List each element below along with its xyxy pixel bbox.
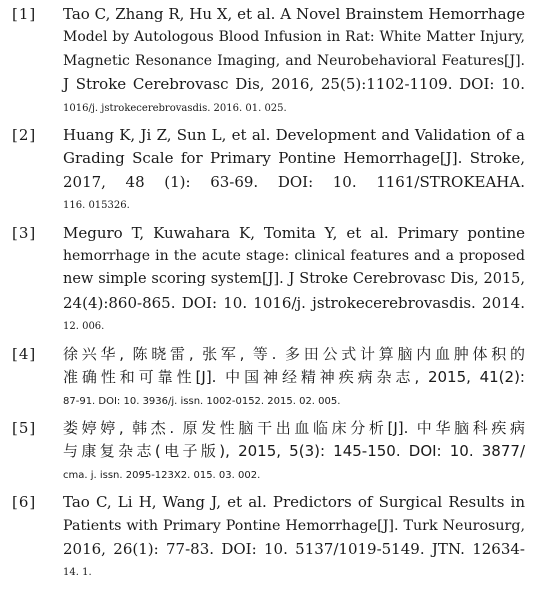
reference-text bbox=[63, 3, 539, 120]
reference-list bbox=[0, 3, 539, 589]
reference-line: Huang K, Ji Z, Sun L, et al. Development and Validation of a bbox=[63, 126, 525, 145]
reference-text bbox=[63, 417, 539, 487]
reference-line: Tao C, Zhang R, Hu X, et al. A Novel Brainstem Hemorrhage bbox=[63, 5, 525, 23]
reference-entry-5 bbox=[0, 417, 539, 487]
reference-entry-2 bbox=[0, 124, 539, 218]
reference-entry-1 bbox=[0, 3, 539, 120]
reference-line: 准确性和可靠性[J]. 中国神经精神疾病杂志, 2015, 41(2): bbox=[63, 368, 525, 387]
reference-line: Grading Scale for Primary Pontine Hemorrhage[J]. Stroke, bbox=[63, 149, 525, 168]
reference-line: Tao C, Li H, Wang J, et al. Predictors of Surgical Results in bbox=[63, 493, 525, 512]
reference-line: Magnetic Resonance Imaging, and Neurobehavioral Features[J]. bbox=[63, 52, 525, 69]
reference-line: 2016, 26(1): 77-83. DOI: 10. 5137/1019-5149. JTN. 12634- bbox=[63, 539, 525, 558]
reference-line: hemorrhage in the acute stage: clinical features and a proposed bbox=[63, 248, 525, 265]
reference-line: 与康复杂志(电子版), 2015, 5(3): 145-150. DOI: 10. 3877/ bbox=[63, 442, 525, 461]
reference-line: 2017, 48 (1): 63-69. DOI: 10. 1161/STROKEAHA. bbox=[63, 172, 525, 191]
reference-number: [4] bbox=[12, 344, 37, 363]
reference-number: [6] bbox=[12, 493, 37, 512]
reference-line: Meguro T, Kuwahara K, Tomita Y, et al. Primary pontine bbox=[63, 223, 525, 242]
reference-line: 12. 006. bbox=[63, 321, 105, 333]
reference-line: cma. j. issn. 2095-123X2. 015. 03. 002. bbox=[63, 469, 261, 481]
reference-text bbox=[63, 222, 539, 339]
reference-number: [1] bbox=[12, 5, 37, 23]
reference-entry-4 bbox=[0, 343, 539, 413]
reference-line: 116. 015326. bbox=[63, 200, 130, 212]
reference-text bbox=[63, 124, 539, 218]
reference-entry-6 bbox=[0, 491, 539, 585]
reference-line: new simple scoring system[J]. J Stroke Cerebrovasc Dis, 2015, bbox=[63, 271, 525, 288]
reference-line: 87-91. DOI: 10. 3936/j. issn. 1002-0152. 2015. 02. 005. bbox=[63, 395, 341, 407]
reference-line: 徐兴华, 陈晓雷, 张军, 等. 多田公式计算脑内血肿体积的 bbox=[63, 344, 525, 363]
reference-entry-3 bbox=[0, 222, 539, 339]
reference-line: 14. 1. bbox=[63, 567, 92, 579]
reference-line: Patients with Primary Pontine Hemorrhage[J]. Turk Neurosurg, bbox=[63, 517, 525, 534]
reference-text bbox=[63, 343, 539, 413]
reference-line: 1016/j. jstrokecerebrovasdis. 2016. 01. 025. bbox=[63, 102, 287, 114]
reference-line: Model by Autologous Blood Infusion in Rat: White Matter Injury, bbox=[63, 29, 525, 46]
reference-line: 娄婷婷, 韩杰. 原发性脑干出血临床分析[J]. 中华脑科疾病 bbox=[63, 418, 525, 437]
reference-line: J Stroke Cerebrovasc Dis, 2016, 25(5):1102-1109. DOI: 10. bbox=[63, 75, 525, 94]
reference-text bbox=[63, 491, 539, 585]
reference-number: [3] bbox=[12, 223, 37, 242]
reference-number: [2] bbox=[12, 126, 37, 145]
reference-line: 24(4):860-865. DOI: 10. 1016/j. jstrokecerebrovasdis. 2014. bbox=[63, 293, 525, 312]
reference-number: [5] bbox=[12, 418, 37, 437]
